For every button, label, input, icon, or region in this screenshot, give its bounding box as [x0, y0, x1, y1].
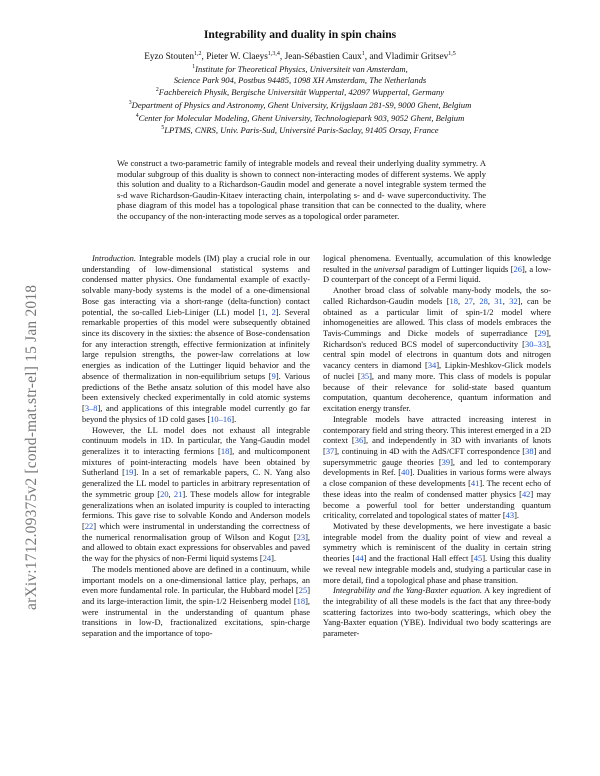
citation-link[interactable]: 37: [325, 445, 335, 456]
citation-link[interactable]: 41: [470, 478, 480, 489]
citation-link[interactable]: 18: [449, 295, 458, 306]
author-list: Eyzo Stouten$^{1,2}$, Pieter W. Claeys$^{1,3,4}$, Jean-Sébastien Caux$^1$, and Vladimir Gritsev$^{1,5}$: [144, 51, 456, 63]
section-lead: Integrability and the Yang-Baxter equation.: [333, 585, 483, 596]
affiliation-text: Department of Physics and Astronomy, Ghent University, Krijgslaan 281-S9, 9000 Ghent, Belgium: [131, 99, 472, 110]
author-affiliation-mark: 1: [361, 51, 365, 57]
affiliation-text: Fachbereich Physik, Bergische Universität Wuppertal, 42097 Wuppertal, Germany: [158, 87, 445, 98]
citation-link[interactable]: 44: [355, 553, 364, 564]
author-name: Jean-Sébastien Caux: [284, 52, 362, 63]
body-column-right: [323, 253, 551, 639]
paragraph: Another broad class of solvable many-body models, the so-called Richardson-Gaudin models [18, 27, 28, 31, 32], can be obtained as a particular limit of spin-1/2 model where inhomogeneities are allowed. This class of models embraces the Tavis-Cummings and Dicke models of superradiance [29], Richardson's reduced BCS model of superconductivity [30–33], central spin model of electrons in quantum dots and nitrogen vacancy centers in diamond [34], Lipkin-Meshkov-Glick models of nuclei [35], and many more. This class of models is popular because of their relevance for solid-state based quantum computation, quantum decoherence, quantum information and excitation energy transfer.: [323, 285, 551, 414]
citation-link[interactable]: 34: [427, 360, 437, 371]
citation-link[interactable]: 40: [401, 467, 410, 478]
citation-link[interactable]: 27: [464, 295, 473, 306]
arxiv-identifier: arXiv:1712.09375v2 [cond-mat.str-el] 15 Jan 2018: [23, 284, 40, 610]
citation-link[interactable]: 31: [494, 295, 503, 306]
abstract: We construct a two-parametric family of integrable models and reveal their underlying duality symmetry. A modular subgroup of this duality is shown to connect non-interacting modes of different systems. We apply this solution and duality to a Richardson-Gaudin model and generate a novel integrable system termed the s-d wave Richardson-Gaudin-Kitaev interacting chain, interpolating s- and d- wave superconductivity. The phase diagram of this model has a topological phase transition that can be connected to the duality, where the occupancy of the non-interacting mode serves as a topological order parameter.: [117, 158, 486, 221]
affiliation-text: LPTMS, CNRS, Univ. Paris-Sud, Université Paris-Saclay, 91405 Orsay, France: [164, 125, 439, 136]
citation-link[interactable]: 1: [261, 306, 266, 317]
affiliation-list: [0, 62, 600, 136]
citation-link[interactable]: 18: [296, 596, 306, 606]
paragraph: The models mentioned above are defined in a continuum, while important models on a one-dimensional lattice play, perhaps, an even more fundamental role. In particular, the Hubbard model [25] and its large-interaction limit, the spin-1/2 Heisenberg model [18], were instrumental in the understanding of quantum phase transitions in low-D, fractionalized excitations, spin-charge separation and the importance of topo-: [82, 563, 310, 639]
author-name: Vladimir Gritsev: [385, 52, 449, 63]
author-name: Pieter W. Claeys: [206, 52, 268, 63]
emphasis: universal: [373, 263, 406, 274]
affiliation-text: Center for Molecular Modeling, Ghent University, Technologiepark 903, 9052 Ghent, Belgium: [138, 112, 465, 123]
paragraph: Integrable models have attracted increasing interest in contemporary field and string theory. This interest emerged in a 2D context [36], and independently in 3D with invariants of knots [37], continuing in 4D with the AdS/CFT correspondence [38] and supersymmetric gauge theories [39], and led to contemporary developments in Ref. [40]. Dualities in various forms were always a close companion of these developments [41]. The recent echo of these ideas into the realm of condensed matter physics [42] may become a powerful tool for better understanding quantum criticality, correlated and topological states of matter [43].: [323, 413, 552, 521]
affiliation-text: Institute for Theoretical Physics, Universiteit van Amsterdam,: [195, 63, 408, 74]
citation-link[interactable]: 36: [354, 435, 364, 446]
affiliation: [0, 98, 600, 111]
affiliation-text: Science Park 904, Postbus 94485, 1098 XH Amsterdam, The Netherlands: [173, 74, 427, 85]
citation-link[interactable]: 10–16: [210, 413, 232, 424]
citation-link[interactable]: 45: [473, 553, 483, 564]
citation-link[interactable]: 2: [271, 306, 276, 317]
affiliation-number: 5: [161, 125, 165, 132]
author-name: Eyzo Stouten: [144, 52, 195, 63]
citation-link[interactable]: 42: [521, 488, 531, 499]
citation-link[interactable]: 26: [513, 263, 522, 274]
affiliation-number: 1: [192, 64, 196, 70]
affiliation: [0, 62, 600, 75]
citation-link[interactable]: 9: [271, 370, 276, 381]
author-affiliation-mark: 1,5: [448, 51, 456, 57]
citation-link[interactable]: 22: [84, 520, 94, 531]
citation-link[interactable]: 25: [298, 585, 308, 596]
author-affiliation-mark: 1,2: [194, 51, 202, 57]
paragraph: Introduction. Integrable models (IM) play a crucial role in our understanding of low-dimensional statistical systems and condensed matter physics. One fundamental example of exactly-solvable many-body systems is the model of a one-dimensional Bose gas interacting via a short-range (delta-function) contact potential, the so-called Lieb-Liniger (LL) model [1, 2]. Several remarkable properties of this model were subsequently obtained since its discovery in the sixties: the absence of Bose-condensation for any interaction strength, effective fermionization at infinitely large repulsion strengths, the power-law correlations at low energies as indication of the Luttinger liquid behavior and the absence of thermalization in non-equilibrium setups [9]. Various predictions of the Bethe ansatz solution of this model have also been extensively checked experimentally in cold atomic systems [3–8], and applications of this integrable model currently go far beyond the physics of 1D cold gases [10–16].: [82, 253, 311, 424]
arxiv-stamp: [14, 170, 40, 610]
author-affiliation-mark: 1,3,4: [267, 51, 280, 57]
citation-link[interactable]: 23: [296, 531, 306, 542]
citation-link[interactable]: 18: [220, 445, 230, 456]
affiliation: [0, 111, 600, 124]
citation-link[interactable]: 28: [479, 295, 488, 306]
citation-link[interactable]: 29: [537, 328, 547, 339]
affiliation-number: 2: [155, 87, 159, 94]
citation-link[interactable]: 38: [525, 445, 534, 456]
paragraph: However, the LL model does not exhaust all integrable continuum models in 1D. In particular, the Yang-Gaudin model generalizes it to interacting fermions [18], and multicomponent mixtures of point-interacting models have been obtained by Sutherland [19]. In a set of remarkable papers, C. N. Yang also generalized the LL model to particles in arbitrary representation of the symmetric group [20, 21]. These models allow for integrable generalizations when an isolated impurity is coupled to interacting fermions. This gave rise to solvable Kondo and Anderson models [22] which were instrumental in understanding the correctness of the numerical renormalisation group of Wilson and Kogut [23], and allowed to obtain exact expressions for observables and paved the way for the physics of non-Fermi liquid systems [24].: [82, 424, 311, 564]
citation-link[interactable]: 24: [262, 553, 272, 564]
body-column-left: [82, 253, 310, 639]
citation-link[interactable]: 32: [509, 295, 518, 306]
citation-link[interactable]: 21: [173, 488, 183, 499]
citation-link[interactable]: 35: [360, 370, 370, 381]
affiliation: [0, 85, 600, 98]
affiliation-number: 4: [135, 112, 139, 119]
citation-link[interactable]: 30–33: [524, 338, 547, 349]
citation-link[interactable]: 19: [124, 467, 134, 478]
paragraph: Motivated by these developments, we here investigate a basic integrable model from the duality point of view and reveal a symmetry which is reminiscent of the duality in certain string theories [44] and the fractional Hall effect [45]. Using this duality we reveal new integrable models and, studying a particular case in more detail, find a topological phase and phase transition.: [323, 520, 551, 585]
paragraph: Integrability and the Yang-Baxter equation. A key ingredient of the integrability of all these models is the fact that any three-body scattering factorizes into two-body scatterings, which obey the Yang-Baxter equation (YBE). Individual two body scatterings are parameter-: [323, 585, 551, 639]
section-lead: Introduction.: [92, 253, 136, 263]
citation-link[interactable]: 3–8: [84, 403, 98, 414]
affiliation-number: 3: [128, 100, 132, 107]
paper-title: Integrability and duality in spin chains: [203, 28, 397, 41]
citation-link[interactable]: 20: [160, 488, 169, 499]
affiliation: [0, 123, 600, 136]
paragraph: logical phenomena. Eventually, accumulation of this knowledge resulted in the universal paradigm of Luttinger liquids [26], a low-D counterpart of the concept of a Fermi liquid.: [323, 253, 551, 285]
citation-link[interactable]: 43: [505, 510, 515, 521]
citation-link[interactable]: 39: [441, 456, 451, 467]
